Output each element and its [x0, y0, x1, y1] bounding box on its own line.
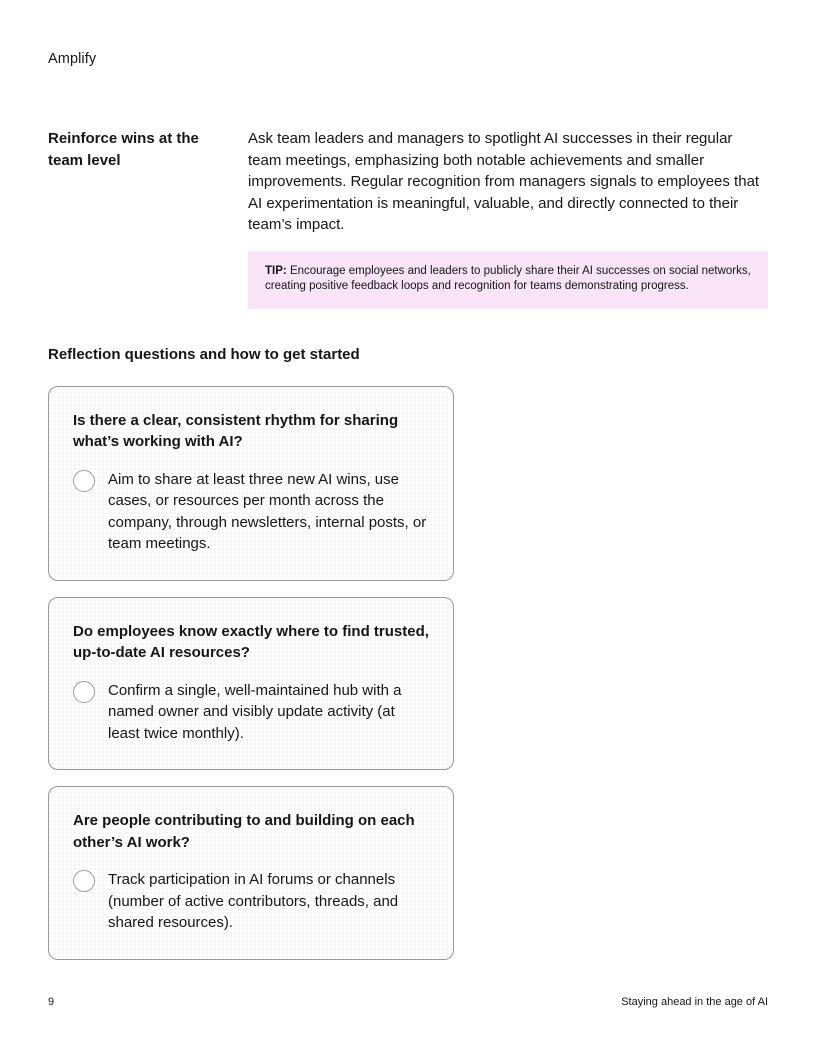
page-footer [48, 995, 768, 1009]
checklist-item-text: Aim to share at least three new AI wins, use cases, or resources per month across the company, through newsletters, internal posts, or team meetings. [108, 470, 427, 552]
card-question: Is there a clear, consistent rhythm for sharing what’s working with AI? [73, 411, 399, 450]
checklist-item [73, 680, 429, 745]
card-question: Are people contributing to and building on each other’s AI work? [73, 812, 415, 851]
page-number: 9 [48, 996, 55, 1008]
checklist-item [73, 469, 429, 555]
section-content [248, 128, 768, 309]
tip-label: TIP: [265, 264, 287, 277]
checkbox[interactable] [73, 870, 95, 892]
checklist-item-text: Track participation in AI forums or channels (number of active contributors, threads, and shared resources). [108, 871, 399, 931]
reflection-card-3 [48, 786, 454, 960]
reflection-cards [48, 386, 768, 960]
tip-text: Encourage employees and leaders to publicly share their AI successes on social networks, creating positive feedback loops and recognition for teams demonstrating progress. [265, 264, 751, 292]
reflection-heading: Reflection questions and how to get started [48, 345, 360, 363]
footer-title: Staying ahead in the age of AI [621, 996, 768, 1008]
tip-box [248, 251, 768, 309]
checkbox[interactable] [73, 681, 95, 703]
checklist-item-text: Confirm a single, well-maintained hub with a named owner and visibly update activity (at least twice monthly). [108, 681, 402, 742]
reflection-card-2 [48, 597, 454, 771]
section-reinforce-wins [48, 128, 768, 309]
checklist-item [73, 869, 429, 934]
section-term: Reinforce wins at the team level [48, 130, 199, 169]
reflection-card-1 [48, 386, 454, 581]
section-body: Ask team leaders and managers to spotlight AI successes in their regular team meetings, emphasizing both notable achievements and smaller improvements. Regular recognition from managers signals to employees that AI experimentation is meaningful, valuable, and directly connected to their team’s impact. [248, 130, 760, 233]
running-header: Amplify [48, 51, 97, 67]
card-question: Do employees know exactly where to find trusted, up-to-date AI resources? [73, 622, 429, 661]
checkbox[interactable] [73, 470, 95, 492]
